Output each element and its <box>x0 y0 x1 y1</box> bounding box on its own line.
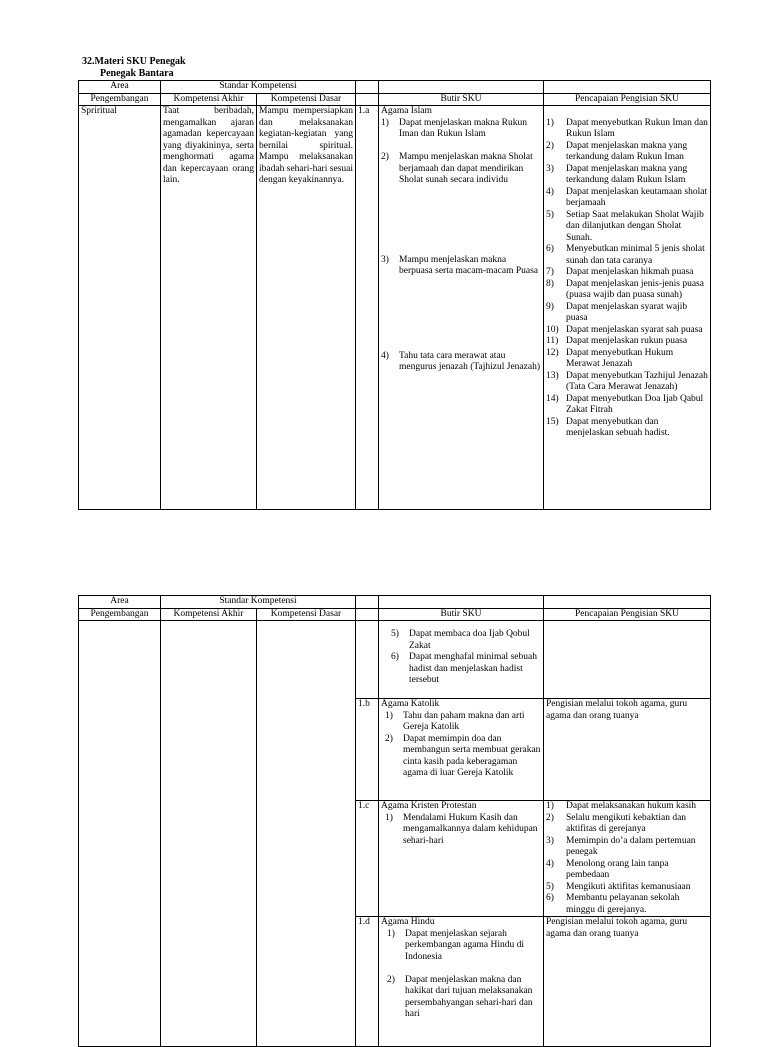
list-item: 3) Memimpin do’a dalam pertemuan penegak <box>546 835 696 857</box>
list-item: 5) Dapat membaca doa Ijab Qobul Zakat <box>391 629 530 651</box>
pencapaian-cell: Pengisian melalui tokoh agama, guru agama dan orang tuanya <box>544 699 711 801</box>
list-item: 1) Dapat menyebutkan Rukun Iman dan Rukun Islam <box>546 117 708 139</box>
section-title: Agama Kristen Protestan <box>381 801 477 811</box>
kompetensi-akhir-cell <box>161 621 257 1047</box>
header-pencapaian-blank <box>544 81 711 94</box>
header-pencapaian: Pencapaian Pengisian SKU <box>544 608 711 621</box>
header-area: Area <box>79 81 161 94</box>
area-cell <box>79 621 161 1047</box>
list-item: 1) Dapat menjelaskan makna Rukun Iman dan Rukun Islam <box>381 117 527 139</box>
header-row <box>79 608 711 621</box>
header-butir: Butir SKU <box>379 608 544 621</box>
list-item: 2) Dapat menjelaskan makna yang terkandung dalam Rukun Iman <box>546 140 688 162</box>
header-pencapaian-blank <box>544 596 711 609</box>
section-title: Agama Hindu <box>381 917 435 927</box>
list-item: 2) Selalu mengikuti kebaktian dan aktifitas di gerejanya <box>546 812 687 834</box>
sku-table-1 <box>78 80 711 510</box>
kompetensi-akhir-cell: Taat beribadah, mengamalkan ajaran agamadan kepercayaan yang diyakininya, serta menghormati agama dan kepercayaan orang lain. <box>161 106 257 510</box>
header-no <box>356 81 379 94</box>
page-title: 32.Materi SKU Penegak <box>82 56 186 67</box>
page-subtitle: Penegak Bantara <box>100 68 174 79</box>
pencapaian-cell <box>544 106 711 510</box>
butir-cell <box>379 699 544 801</box>
table-row <box>79 621 711 699</box>
list-item: 5) Mengikuti aktifitas kemanusiaan <box>546 881 691 892</box>
table-row <box>79 106 711 510</box>
header-standar: Standar Kompetensi <box>161 596 356 609</box>
butir-cell <box>379 917 544 1047</box>
list-item: 4) Menolong orang lain tanpa pembedaan <box>546 858 669 880</box>
list-item: 1) Dapat melaksanakan hukum kasih <box>546 801 697 811</box>
list-item: 14) Dapat menyebutkan Doa Ijab Qabul Zakat Fitrah <box>546 393 704 415</box>
header-kompetensi-dasar: Kompetensi Dasar <box>257 93 356 106</box>
header-standar: Standar Kompetensi <box>161 81 356 94</box>
number-cell: 1.c <box>356 801 379 917</box>
list-item: 10) Dapat menjelaskan syarat sah puasa <box>546 324 703 335</box>
pencapaian-cell <box>544 801 711 917</box>
list-item: 6) Membantu pelayanan sekolah minggu di gerejanya. <box>546 893 680 915</box>
list-item: 13) Dapat menyebutkan Tazhijul Jenazah (Tata Cara Merawat Jenazah) <box>546 370 708 392</box>
number-cell: 1.b <box>356 699 379 801</box>
section-title: Agama Islam <box>381 106 432 116</box>
header-row <box>79 93 711 106</box>
list-item: 2) Dapat menjelaskan makna dan hakikat dari tujuan melaksanakan persembahyangan sehari-hari dan hari <box>387 974 533 1019</box>
list-item: 11) Dapat menjelaskan rukun puasa <box>546 336 688 346</box>
list-item: 6) Dapat menghafal minimal sebuah hadist dan menjelaskan hadist tersebut <box>391 652 537 685</box>
header-kompetensi-dasar: Kompetensi Dasar <box>257 608 356 621</box>
number-cell <box>356 621 379 699</box>
list-item: 1) Dapat menjelaskan sejarah perkembangan agama Hindu di Indonesia <box>387 928 524 962</box>
butir-cell <box>379 106 544 510</box>
header-no <box>356 596 379 609</box>
list-item: 5) Setiap Saat melakukan Sholat Wajib dan dilanjutkan dengan Sholat Sunah. <box>546 209 704 243</box>
list-item: 4) Dapat menjelaskan keutamaan sholat berjamaah <box>546 186 708 208</box>
kompetensi-dasar-cell: Mampu mempersiapkan dan melaksanakan kegiatan-kegiatan yang bernilai spiritual. Mampu melaksanakan ibadah sehari-hari sesuai dengan keyakinannya. <box>257 106 356 510</box>
kompetensi-dasar-cell <box>257 621 356 1047</box>
pencapaian-cell: Pengisian melalui tokoh agama, guru agama dan orang tuanya <box>544 917 711 1047</box>
list-item: 7) Dapat menjelaskan hikmah puasa <box>546 267 694 277</box>
list-item: 2) Mampu menjelaskan makna Sholat berjamaah dan dapat mendirikan Sholat sunah secara individu <box>381 152 533 185</box>
pencapaian-cell <box>544 621 711 699</box>
butir-cell <box>379 801 544 917</box>
list-item: 4) Tahu tata cara merawat atau mengurus jenazah (Tajhizul Jenazah) <box>381 350 540 372</box>
list-item: 1) Tahu dan paham makna dan arti Gereja Katolik <box>385 710 525 732</box>
header-row <box>79 81 711 94</box>
sku-table-2 <box>78 595 711 1047</box>
area-cell: Spriritual <box>79 106 161 510</box>
list-item: 1) Mendalami Hukum Kasih dan mengamalkannya dalam kehidupan sehari-hari <box>385 812 538 846</box>
header-kompetensi-akhir: Kompetensi Akhir <box>161 608 257 621</box>
number-cell: 1.d <box>356 917 379 1047</box>
header-no-2 <box>356 93 379 106</box>
section-title: Agama Katolik <box>381 699 440 709</box>
list-item: 3) Dapat menjelaskan makna yang terkandung dalam Rukun Islam <box>546 163 688 185</box>
list-item: 6) Menyebutkan minimal 5 jenis sholat sunah dan tata caranya <box>546 244 705 266</box>
header-pencapaian: Pencapaian Pengisian SKU <box>544 93 711 106</box>
list-item: 9) Dapat menjelaskan syarat wajib puasa <box>546 301 688 323</box>
header-no-2 <box>356 608 379 621</box>
number-cell: 1.a <box>356 106 379 510</box>
header-butir: Butir SKU <box>379 93 544 106</box>
header-row <box>79 596 711 609</box>
header-butir-blank <box>379 81 544 94</box>
header-butir-blank <box>379 596 544 609</box>
list-item: 12) Dapat menyebutkan Hukum Merawat Jenazah <box>546 347 674 369</box>
list-item: 15) Dapat menyebutkan dan menjelaskan sebuah hadist. <box>546 416 670 438</box>
list-item: 3) Mampu menjelaskan makna berpuasa serta macam-macam Puasa <box>381 254 539 276</box>
list-item: 2) Dapat memimpin doa dan membangun serta membuat gerakan cinta kasih pada keberagaman agama di luar Gereja Katolik <box>385 733 541 778</box>
header-area-2: Pengembangan <box>79 93 161 106</box>
header-kompetensi-akhir: Kompetensi Akhir <box>161 93 257 106</box>
list-item: 8) Dapat menjelaskan jenis-jenis puasa (puasa wajib dan puasa sunah) <box>546 278 704 300</box>
butir-cell <box>379 621 544 699</box>
header-area-2: Pengembangan <box>79 608 161 621</box>
header-area: Area <box>79 596 161 609</box>
